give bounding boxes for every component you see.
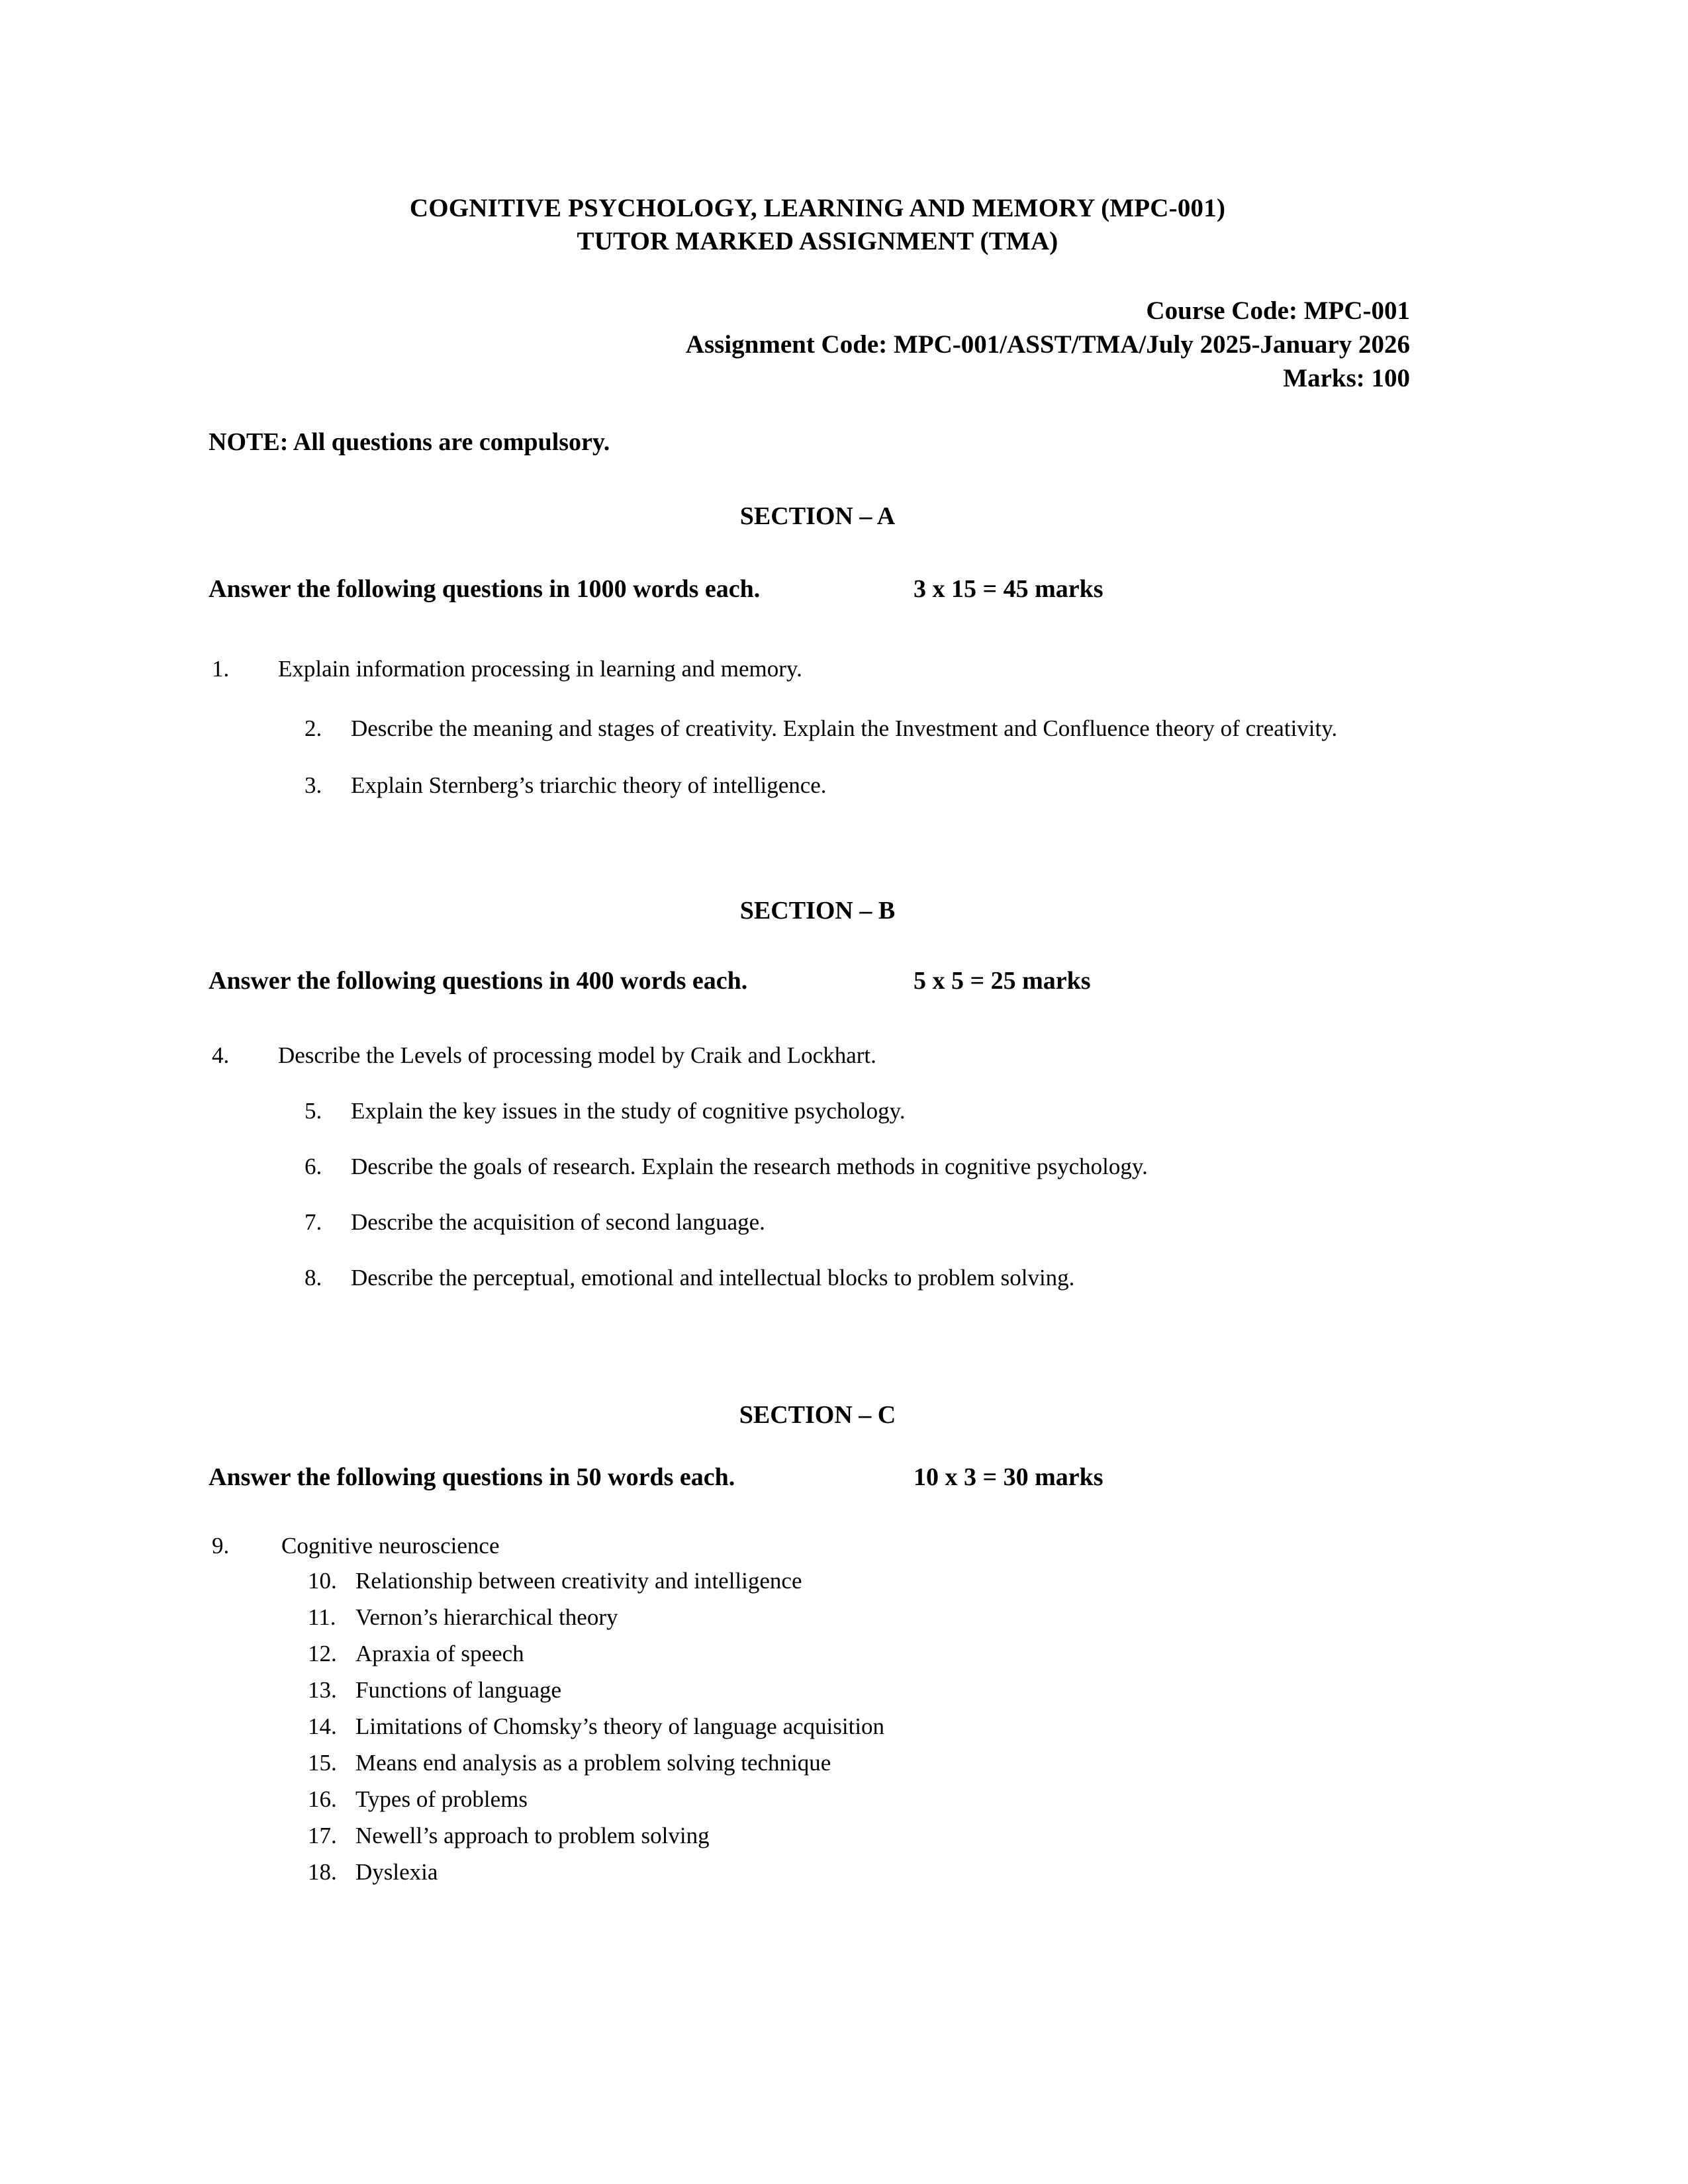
- question-number: 17.: [308, 1823, 337, 1848]
- title-line-2: TUTOR MARKED ASSIGNMENT (TMA): [577, 227, 1058, 255]
- section-b-instruction: Answer the following questions in 400 words each.: [209, 967, 748, 995]
- note-text: NOTE: All questions are compulsory.: [209, 428, 610, 456]
- document-title: [225, 192, 1410, 258]
- question-text: Newell’s approach to problem solving: [355, 1823, 710, 1848]
- list-item: [308, 1675, 1410, 1705]
- question-text: Describe the perceptual, emotional and intellectual blocks to problem solving.: [351, 1265, 1075, 1291]
- question-number: 2.: [305, 715, 322, 741]
- question-text: Describe the meaning and stages of creativity. Explain the Investment and Confluence theory of creativity.: [351, 715, 1338, 741]
- list-item: [308, 1821, 1410, 1850]
- question-number: 14.: [308, 1713, 337, 1739]
- assignment-meta: [225, 294, 1410, 395]
- question-text: Means end analysis as a problem solving technique: [355, 1750, 831, 1776]
- list-item: [305, 767, 1410, 804]
- section-a-heading: SECTION – A: [739, 502, 896, 530]
- list-item: [305, 710, 1410, 747]
- list-item: [308, 1602, 1410, 1632]
- question-number: 10.: [308, 1568, 337, 1594]
- section-b-instruction-row: [209, 966, 1410, 996]
- section-a-instruction-row: [209, 574, 1410, 604]
- list-item: [305, 1093, 1410, 1130]
- section-a-marks: 3 x 15 = 45 marks: [914, 575, 1103, 603]
- question-number: 9.: [212, 1533, 230, 1559]
- list-item: [212, 651, 1410, 688]
- question-number: 7.: [305, 1209, 322, 1235]
- section-b-question-list: [212, 1037, 1410, 1297]
- section-a-instruction: Answer the following questions in 1000 words each.: [209, 575, 761, 603]
- question-text: Relationship between creativity and intelligence: [355, 1568, 802, 1594]
- section-c-instruction-row: [209, 1462, 1410, 1492]
- question-number: 11.: [308, 1604, 336, 1630]
- list-item: [308, 1639, 1410, 1668]
- question-number: 18.: [308, 1859, 337, 1885]
- question-number: 15.: [308, 1750, 337, 1776]
- question-text: Cognitive neuroscience: [281, 1533, 500, 1559]
- list-item: [308, 1857, 1410, 1887]
- question-number: 6.: [305, 1154, 322, 1179]
- list-item: [305, 1204, 1410, 1241]
- course-code: Course Code: MPC-001: [1146, 296, 1410, 325]
- section-c-question-list: [212, 1531, 1410, 1887]
- question-number: 4.: [212, 1042, 230, 1068]
- list-item: [212, 1037, 1410, 1074]
- question-text: Explain information processing in learning and memory.: [278, 656, 802, 682]
- question-text: Functions of language: [355, 1677, 562, 1703]
- title-line-1: COGNITIVE PSYCHOLOGY, LEARNING AND MEMORY (MPC-001): [409, 194, 1226, 222]
- total-marks: Marks: 100: [1283, 364, 1410, 392]
- question-number: 13.: [308, 1677, 337, 1703]
- section-b-heading: SECTION – B: [739, 897, 896, 925]
- list-item: [212, 1531, 1410, 1561]
- question-text: Dyslexia: [355, 1859, 438, 1885]
- section-c-instruction: Answer the following questions in 50 words each.: [209, 1463, 735, 1491]
- section-c-marks: 10 x 3 = 30 marks: [914, 1463, 1103, 1491]
- question-number: 1.: [212, 656, 230, 682]
- question-text: Describe the goals of research. Explain the research methods in cognitive psychology.: [351, 1154, 1148, 1179]
- section-a-question-list: [212, 651, 1410, 804]
- question-text: Types of problems: [355, 1786, 528, 1812]
- assignment-code: Assignment Code: MPC-001/ASST/TMA/July 2025-January 2026: [685, 330, 1410, 359]
- list-item: [308, 1784, 1410, 1814]
- question-number: 16.: [308, 1786, 337, 1812]
- question-text: Explain the key issues in the study of cognitive psychology.: [351, 1098, 906, 1124]
- section-c-heading: SECTION – C: [739, 1401, 896, 1429]
- document-body: [209, 192, 1410, 1893]
- list-item: [308, 1711, 1410, 1741]
- question-text: Explain Sternberg’s triarchic theory of intelligence.: [351, 772, 827, 798]
- list-item: [308, 1566, 1410, 1596]
- question-text: Apraxia of speech: [355, 1641, 524, 1666]
- question-number: 3.: [305, 772, 322, 798]
- question-text: Describe the acquisition of second language.: [351, 1209, 765, 1235]
- question-number: 8.: [305, 1265, 322, 1291]
- question-text: Vernon’s hierarchical theory: [355, 1604, 618, 1630]
- question-text: Limitations of Chomsky’s theory of language acquisition: [355, 1713, 885, 1739]
- list-item: [305, 1259, 1410, 1297]
- question-number: 5.: [305, 1098, 322, 1124]
- list-item: [308, 1748, 1410, 1778]
- question-number: 12.: [308, 1641, 337, 1666]
- section-b-marks: 5 x 5 = 25 marks: [914, 967, 1091, 995]
- question-text: Describe the Levels of processing model by Craik and Lockhart.: [278, 1042, 876, 1068]
- list-item: [305, 1148, 1410, 1185]
